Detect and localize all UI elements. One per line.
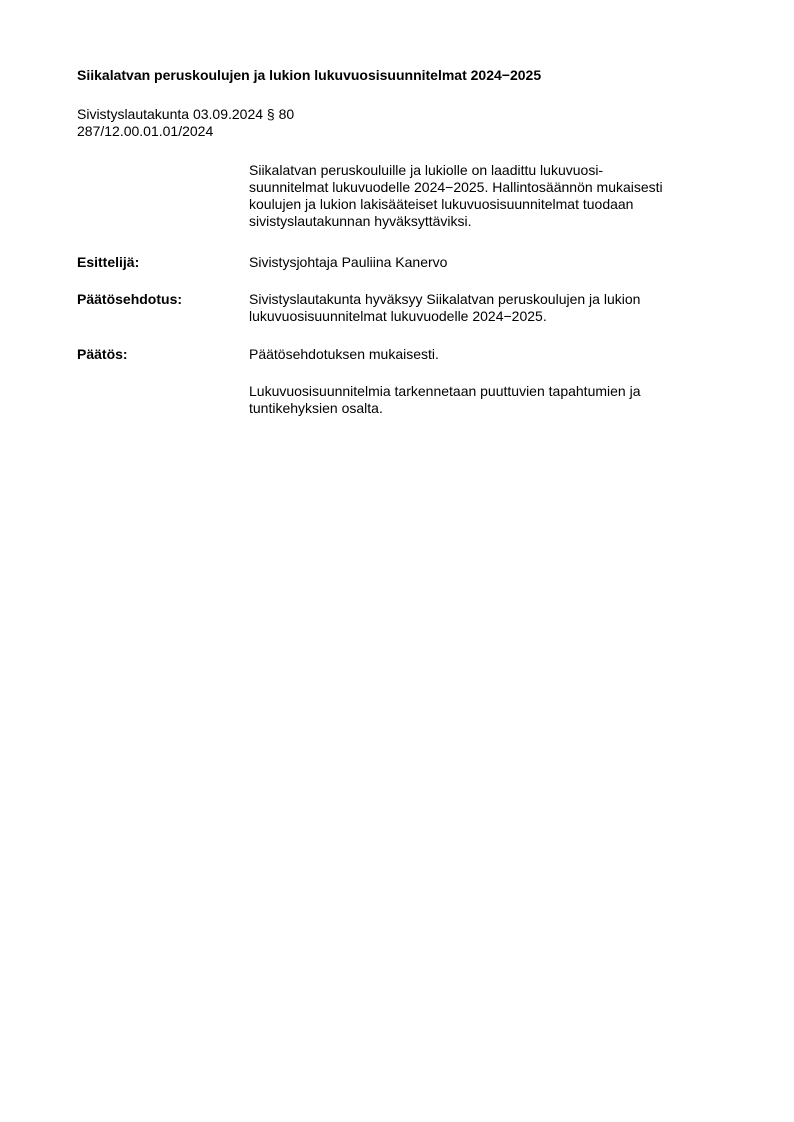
decision-note-line: Lukuvuosisuunnitelmia tarkennetaan puuttuvien tapahtumien ja bbox=[249, 383, 641, 399]
proposal-label: Päätösehdotus: bbox=[77, 291, 183, 307]
document-title: Siikalatvan peruskoulujen ja lukion lukuvuosisuunnitelmat 2024−2025 bbox=[77, 67, 542, 83]
proposal-value bbox=[249, 291, 729, 325]
proposal-line: lukuvuosisuunnitelmat lukuvuodelle 2024−2025. bbox=[249, 308, 547, 324]
intro-line: sivistyslautakunnan hyväksyttäviksi. bbox=[249, 213, 472, 229]
intro-line: suunnitelmat lukuvuodelle 2024−2025. Hallintosäännön mukaisesti bbox=[249, 179, 663, 195]
decision-value bbox=[249, 346, 729, 363]
proposal-line: Sivistyslautakunta hyväksyy Siikalatvan peruskoulujen ja lukion bbox=[249, 291, 641, 307]
meeting-line: Sivistyslautakunta 03.09.2024 § 80 bbox=[77, 106, 295, 122]
intro-line: Siikalatvan peruskouluille ja lukiolle on laadittu lukuvuosi- bbox=[249, 162, 604, 178]
decision-text: Päätösehdotuksen mukaisesti. bbox=[249, 346, 439, 362]
decision-label: Päätös: bbox=[77, 346, 128, 362]
meeting-meta bbox=[77, 106, 294, 140]
presenter-value bbox=[249, 254, 729, 271]
record-number: 287/12.00.01.01/2024 bbox=[77, 123, 214, 139]
presenter-name: Sivistysjohtaja Pauliina Kanervo bbox=[249, 254, 448, 270]
intro-line: koulujen ja lukion lakisääteiset lukuvuosisuunnitelmat tuodaan bbox=[249, 196, 634, 212]
intro-paragraph bbox=[249, 162, 729, 230]
decision-note bbox=[249, 383, 729, 417]
decision-note-line: tuntikehyksien osalta. bbox=[249, 400, 383, 416]
presenter-label: Esittelijä: bbox=[77, 254, 140, 270]
